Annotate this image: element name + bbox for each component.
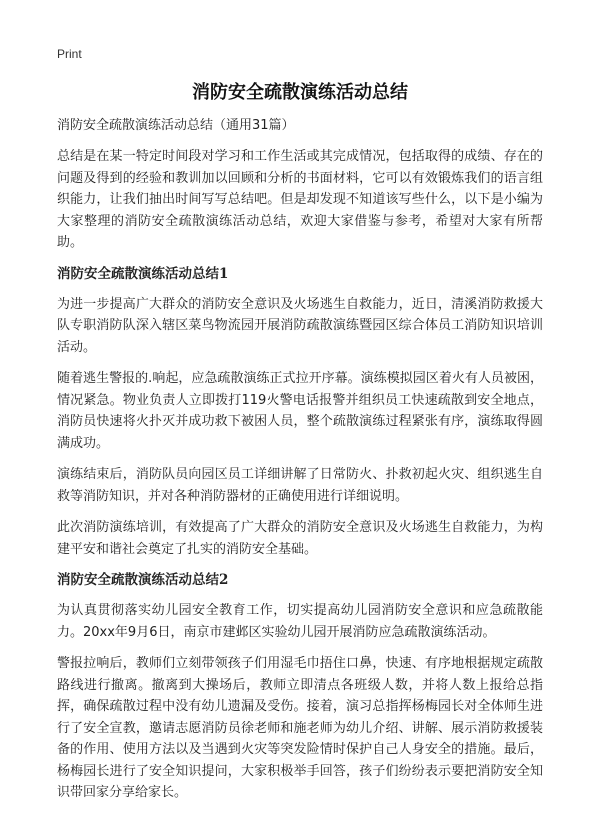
print-link[interactable]: Print [57, 47, 82, 61]
paragraph: 演练结束后，消防队员向园区员工详细讲解了日常防火、扑救初起火灾、组织逃生自救等消防知识，并对各种消防器材的正确使用进行详细说明。 [57, 467, 543, 504]
paragraph: 为进一步提高广大群众的消防安全意识及火场逃生自救能力，近日，清溪消防救援大队专职消防队深入辖区菜鸟物流园开展消防疏散演练暨园区综合体员工消防知识培训活动。 [57, 296, 543, 355]
intro-paragraph: 总结是在某一特定时间段对学习和工作生活或其完成情况，包括取得的成绩、存在的问题及得到的经验和教训加以回顾和分析的书面材料，它可以有效锻炼我们的语言组织能力，让我们抽出时间写写总结吧。但是却发现不知道该写些什么，以下是小编为大家整理的消防安全疏散演练活动总结，欢迎大家借鉴与参考，希望对大家有所帮助。 [57, 149, 543, 250]
article-subtitle: 消防安全疏散演练活动总结（通用31篇） [57, 118, 295, 133]
section-heading: 消防安全疏散演练活动总结2 [57, 572, 229, 588]
paragraph: 此次消防演练培训，有效提高了广大群众的消防安全意识及火场逃生自救能力，为构建平安和谐社会奠定了扎实的消防安全基础。 [57, 520, 543, 557]
paragraph: 为认真贯彻落实幼儿园安全教育工作，切实提高幼儿园消防安全意识和应急疏散能力。20xx年9月6日，南京市建邺区实验幼儿园开展消防应急疏散演练活动。 [57, 603, 543, 640]
article-body [57, 116, 543, 814]
paragraph: 警报拉响后，教师们立刻带领孩子们用湿毛巾捂住口鼻，快速、有序地根据规定疏散路线进行撤离。撤离到大操场后，教师立即清点各班级人数，并将人数上报给总指挥，确保疏散过程中没有幼儿遗漏及受伤。接着，演习总指挥杨梅园长对全体师生进行了安全宣教，邀请志愿消防员徐老师和施老师为幼儿介绍、讲解、展示消防救援装备的作用、使用方法以及当遇到火灾等突发险情时保护自己人身安全的措施。最后，杨梅园长进行了安全知识提问，大家积极举手回答，孩子们纷纷表示要把消防安全知识带回家分享给家长。 [57, 656, 543, 800]
paragraph: 随着逃生警报的.响起，应急疏散演练正式拉开序幕。演练模拟园区着火有人员被困，情况紧急。物业负责人立即拨打119火警电话报警并组织员工快速疏散到安全地点，消防员快速将火扑灭并成功救下被困人员，整个疏散演练过程紧张有序，演练取得圆满成功。 [57, 371, 543, 451]
page-title: 消防安全疏散演练活动总结 [192, 82, 408, 103]
section-heading: 消防安全疏散演练活动总结1 [57, 265, 229, 282]
